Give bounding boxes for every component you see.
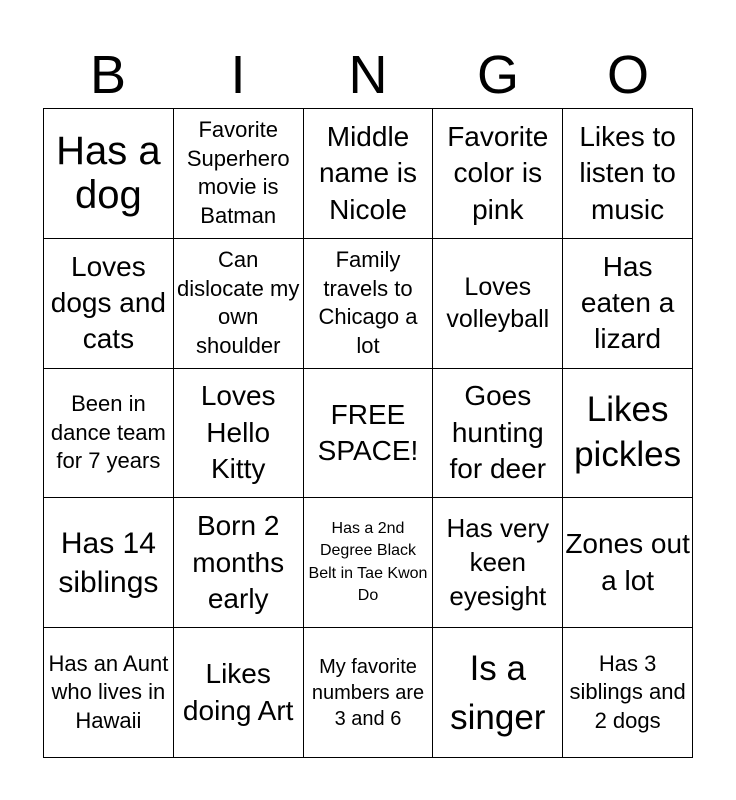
bingo-cell-text: Favorite Superhero movie is Batman	[186, 117, 290, 228]
bingo-cell-text: Loves volleyball	[446, 272, 550, 334]
bingo-cell[interactable]	[304, 628, 434, 758]
bingo-cell-text: Goes hunting for deer	[449, 380, 547, 485]
bingo-cell-text: Likes to listen to music	[579, 120, 676, 225]
bingo-cell[interactable]	[433, 628, 563, 758]
bingo-cell-text: Has a dog	[56, 129, 161, 218]
header-letter-o: O	[606, 45, 649, 105]
bingo-cell-text: Been in dance team for 7 years	[50, 391, 166, 474]
bingo-cell[interactable]	[563, 239, 693, 369]
bingo-header	[43, 40, 693, 110]
bingo-cell[interactable]	[44, 109, 174, 239]
bingo-cell-text: Born 2 months early	[192, 510, 285, 614]
bingo-cell-text: Has 14 siblings	[58, 526, 159, 599]
bingo-cell-text: Zones out a lot	[565, 528, 690, 596]
bingo-cell-text: Favorite color is pink	[447, 120, 549, 225]
bingo-cell[interactable]	[304, 239, 434, 369]
bingo-cell[interactable]	[174, 369, 304, 499]
free-space[interactable]	[304, 369, 434, 499]
header-letter-n: N	[348, 45, 388, 105]
bingo-cell[interactable]	[304, 109, 434, 239]
bingo-cell-text: Loves dogs and cats	[50, 250, 166, 355]
bingo-cell-text: Middle name is Nicole	[318, 120, 418, 225]
bingo-cell-text: Has an Aunt who lives in Hawaii	[48, 650, 169, 733]
bingo-cell[interactable]	[44, 369, 174, 499]
bingo-cell[interactable]	[433, 369, 563, 499]
bingo-cell-text: Loves Hello Kitty	[200, 380, 276, 485]
bingo-card	[43, 108, 693, 758]
bingo-cell[interactable]	[44, 628, 174, 758]
bingo-cell-text: Is a singer	[450, 648, 546, 737]
bingo-cell[interactable]	[174, 628, 304, 758]
bingo-cell[interactable]	[563, 498, 693, 628]
bingo-cell[interactable]	[304, 498, 434, 628]
bingo-cell[interactable]	[44, 239, 174, 369]
bingo-cell[interactable]	[174, 109, 304, 239]
bingo-cell-text: Has very keen eyesight	[446, 513, 550, 611]
header-letter-b: B	[89, 45, 127, 105]
bingo-cell[interactable]	[563, 628, 693, 758]
header-letter-i: I	[230, 45, 246, 105]
bingo-cell-text: Likes pickles	[574, 390, 682, 474]
bingo-cell-text: My favorite numbers are 3 and 6	[311, 655, 425, 730]
free-space-text: FREE SPACE!	[317, 398, 419, 466]
bingo-cell[interactable]	[174, 239, 304, 369]
bingo-cell[interactable]	[433, 109, 563, 239]
bingo-cell[interactable]	[563, 369, 693, 499]
bingo-cell[interactable]	[174, 498, 304, 628]
bingo-cell-text: Has 3 siblings and 2 dogs	[569, 650, 686, 733]
bingo-cell[interactable]	[433, 239, 563, 369]
bingo-cell-text: Can dislocate my own shoulder	[177, 247, 300, 358]
bingo-cell-text: Likes doing Art	[182, 658, 294, 726]
bingo-cell[interactable]	[44, 498, 174, 628]
header-letter-g: G	[476, 45, 519, 105]
bingo-cell-text: Family travels to Chicago a lot	[318, 247, 418, 358]
bingo-cell[interactable]	[433, 498, 563, 628]
bingo-cell-text: Has eaten a lizard	[580, 250, 675, 355]
bingo-cell-text: Has a 2nd Degree Black Belt in Tae Kwon Do	[308, 520, 428, 605]
bingo-cell[interactable]	[563, 109, 693, 239]
